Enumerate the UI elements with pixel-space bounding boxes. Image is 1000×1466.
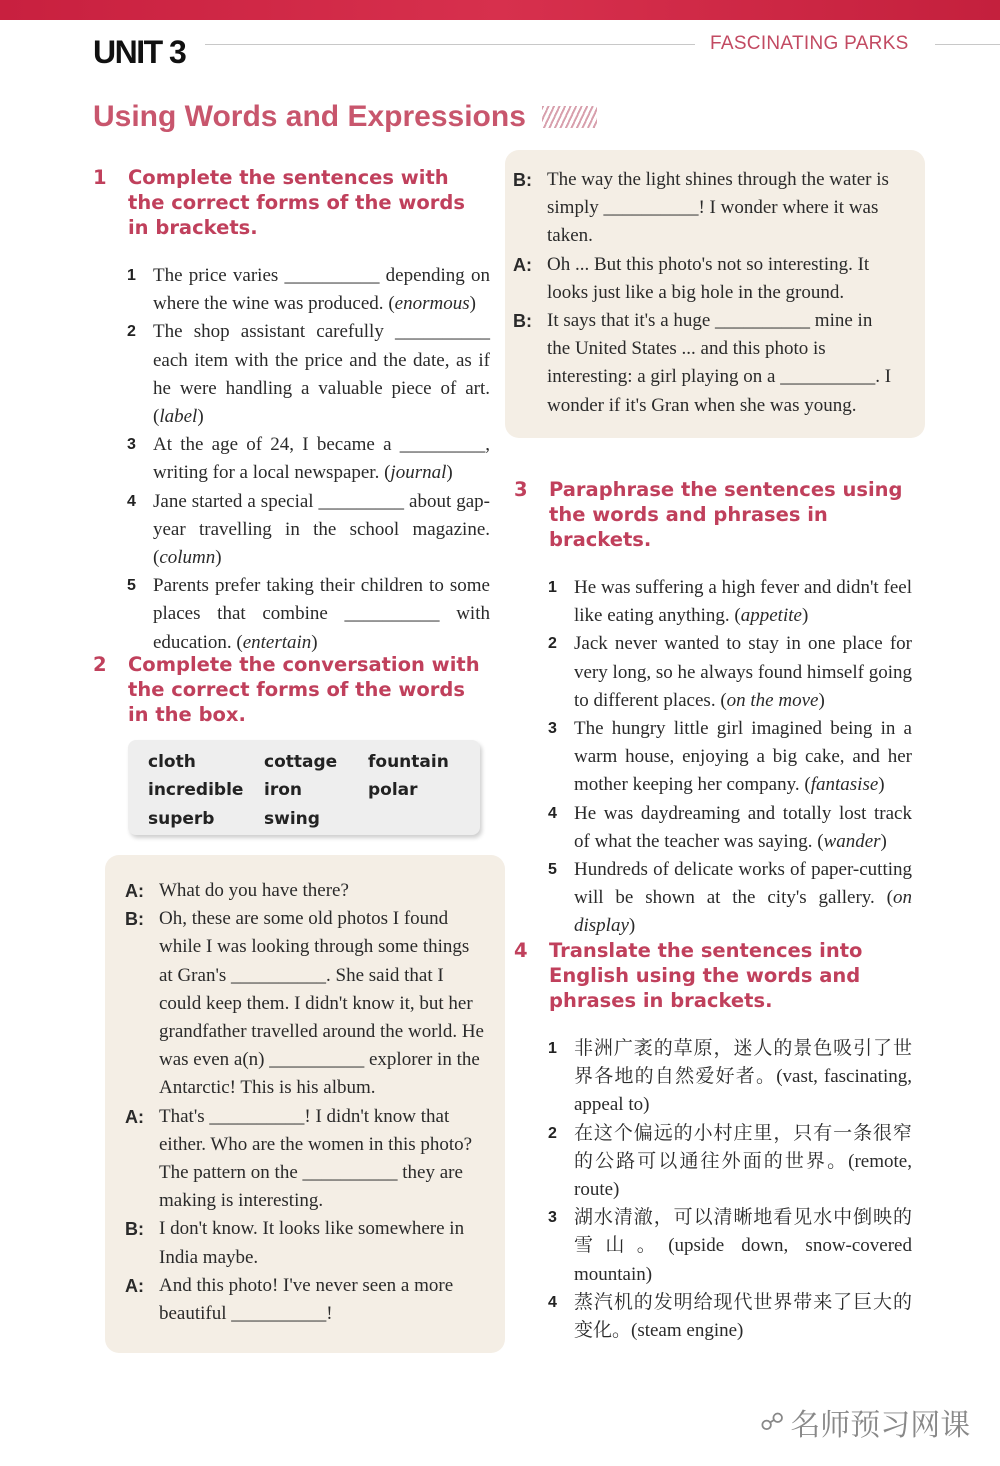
exercise-number: 3 — [514, 478, 528, 501]
exercise-item — [548, 715, 912, 800]
dialogue-text: The way the light shines through the water is simply __________! I wonder where it was taken. — [547, 169, 889, 247]
dialogue-line — [125, 905, 485, 1102]
exercise-3 — [514, 477, 912, 941]
item-number: 2 — [548, 1124, 557, 1142]
exercise-heading: Complete the conversation with the correct forms of the words in the box. — [128, 653, 480, 726]
item-sentence: 蒸汽机的发明给现代世界带来了巨大的变化。(steam engine) — [574, 1291, 912, 1342]
item-number: 5 — [548, 861, 557, 879]
item-number: 1 — [127, 267, 136, 284]
exercise-number: 1 — [93, 166, 107, 189]
item-number: 4 — [127, 492, 136, 510]
dialogue-text: Oh, these are some old photos I found while I was looking through some things at Gran's __________. She said that I could keep them. I didn't know it, but her grandfather travelled around the world. He was even a(n) __________ explorer in the Antarctic! This is his album. — [159, 908, 484, 1099]
box-word: incredible — [148, 780, 244, 801]
speaker-label: A: — [125, 1106, 144, 1127]
dialogue-text: And this photo! I've never seen a more beautiful __________! — [159, 1274, 454, 1325]
speaker-label: B: — [125, 1219, 144, 1240]
item-sentence: The hungry little girl imagined being in a warm house, enjoying a big cake, and her mother keeping her company. — [574, 718, 912, 796]
item-text: He was daydreaming and totally lost track of what the teacher was saying. (wander) — [574, 802, 912, 852]
item-text: He was suffering a high fever and didn't feel like eating anything. (appetite) — [574, 577, 912, 627]
exercise-heading: Complete the sentences with the correct forms of the words in brackets. — [128, 166, 465, 239]
item-number: 1 — [548, 579, 557, 596]
exercise-item — [548, 1035, 912, 1120]
exercise-item — [127, 318, 490, 431]
header-rule — [935, 44, 1000, 45]
dialogue-line — [125, 1103, 485, 1216]
item-sentence: Jane started a special _________ about gap-year travelling in the school magazine. — [153, 490, 490, 540]
item-sentence: Parents prefer taking their children to some places that combine __________ with education. — [153, 575, 490, 653]
exercise-item — [548, 1289, 912, 1345]
item-hint: appetite — [740, 605, 802, 627]
item-hint: on the move — [726, 689, 819, 711]
item-text: Jack never wanted to stay in one place for very long, so he always found himself going to different places. (on the move) — [574, 633, 912, 711]
exercise-item — [548, 574, 912, 630]
exercise-heading: Paraphrase the sentences using the words and phrases in brackets. — [549, 478, 903, 551]
item-number: 2 — [127, 323, 136, 341]
item-hint: column — [159, 547, 216, 569]
item-text: The hungry little girl imagined being in a warm house, enjoying a big cake, and her mother keeping her company. (fantasise) — [574, 718, 912, 796]
item-number: 5 — [127, 577, 136, 595]
speaker-label: A: — [125, 1275, 144, 1296]
item-text — [574, 1204, 912, 1289]
dialogue-box-continued — [505, 150, 925, 438]
dialogue-line — [125, 1272, 485, 1328]
item-number: 3 — [548, 720, 557, 738]
item-sentence: 湖水清澈，可以清晰地看见水中倒映的雪山。(upside down, snow-covered mountain) — [574, 1207, 912, 1285]
item-text: At the age of 24, I became a _________, writing for a local newspaper. (journal) — [153, 434, 490, 484]
exercise-item — [548, 1204, 912, 1289]
exercise-item — [548, 1120, 912, 1205]
item-sentence: He was daydreaming and totally lost track of what the teacher was saying. — [574, 802, 912, 852]
item-text — [574, 1035, 912, 1120]
item-number: 3 — [127, 436, 136, 454]
dialogue-text: It says that it's a huge __________ mine in the United States ... and this photo is interesting: a girl playing on a __________. I wonder if it's Gran when she was young. — [547, 310, 892, 416]
dialogue-text: That's __________! I didn't know that either. Who are the women in this photo? The pattern on the __________ they are making is interesting. — [159, 1105, 473, 1212]
item-hint: journal — [390, 462, 447, 484]
exercise-4 — [514, 938, 912, 1345]
item-text: The shop assistant carefully __________ each item with the price and the date, as if he were handling a valuable piece of art. (label) — [153, 321, 490, 428]
dialogue-line — [513, 166, 895, 251]
speaker-label: A: — [513, 254, 532, 275]
item-sentence: 在这个偏远的小村庄里，只有一条很窄的公路可以通往外面的世界。(remote, route) — [574, 1122, 912, 1201]
dialogue-line — [513, 307, 895, 420]
dialogue-text: I don't know. It looks like somewhere in India maybe. — [159, 1218, 465, 1268]
item-number: 4 — [548, 1293, 557, 1311]
item-hint: on display — [574, 887, 913, 937]
decorative-hatch — [542, 106, 597, 128]
exercise-number: 2 — [93, 653, 107, 676]
watermark-text: 名师预习网课 — [790, 1408, 971, 1443]
dialogue-text: What do you have there? — [159, 880, 349, 901]
box-word: iron — [264, 780, 302, 801]
dialogue-text: Oh ... But this photo's not so interesting. It looks just like a big hole in the ground. — [547, 253, 870, 303]
exercise-2 — [93, 652, 490, 727]
item-text — [574, 1120, 912, 1205]
speaker-label: B: — [513, 170, 532, 190]
speaker-label: B: — [513, 311, 532, 332]
speaker-label: A: — [125, 881, 144, 901]
exercise-item — [548, 856, 912, 941]
item-number: 2 — [548, 635, 557, 653]
word-box — [128, 740, 480, 835]
item-text — [574, 1289, 912, 1345]
item-text: The price varies __________ depending on where the wine was produced. (enormous) — [153, 265, 490, 315]
item-sentence: He was suffering a high fever and didn't feel like eating anything. — [574, 577, 912, 627]
watermark — [760, 1400, 970, 1444]
item-hint: wander — [823, 830, 881, 852]
item-sentence: The price varies __________ depending on where the wine was produced. — [153, 265, 490, 315]
item-number: 1 — [548, 1040, 557, 1057]
box-word: swing — [264, 808, 320, 829]
exercise-item — [127, 488, 490, 573]
dialogue-box — [105, 855, 505, 1353]
box-word: polar — [368, 780, 418, 801]
top-color-band — [0, 0, 1000, 20]
item-text: Jane started a special _________ about gap-year travelling in the school magazine. (column) — [153, 490, 490, 569]
item-sentence: Jack never wanted to stay in one place for very long, so he always found himself going to different places. — [574, 633, 912, 711]
topic-label: FASCINATING PARKS — [710, 33, 909, 54]
item-number: 3 — [548, 1209, 557, 1227]
dialogue-line — [513, 251, 895, 307]
item-sentence: At the age of 24, I became a _________, writing for a local newspaper. — [153, 434, 490, 484]
item-number: 4 — [548, 804, 557, 822]
wechat-icon: ☍ — [760, 1408, 785, 1436]
item-sentence: Hundreds of delicate works of paper-cutting will be shown at the city's gallery. — [574, 859, 912, 909]
title-row — [93, 100, 597, 134]
exercise-number: 4 — [514, 939, 528, 962]
item-text: Parents prefer taking their children to some places that combine __________ with education. (entertain) — [153, 575, 490, 653]
exercise-item — [127, 431, 490, 487]
exercise-item — [127, 572, 490, 657]
box-word: fountain — [368, 752, 449, 772]
unit-label: UNIT 3 — [93, 34, 186, 70]
header-rule — [205, 44, 695, 45]
box-word: cottage — [264, 752, 338, 772]
section-title: Using Words and Expressions — [93, 100, 526, 133]
dialogue-line — [125, 1215, 485, 1271]
box-word: superb — [148, 808, 215, 829]
box-word: cloth — [148, 752, 196, 772]
item-hint: enormous — [394, 293, 470, 315]
item-text: Hundreds of delicate works of paper-cutting will be shown at the city's gallery. (on display) — [574, 859, 913, 937]
item-hint: label — [159, 406, 198, 428]
item-hint: fantasise — [810, 774, 879, 796]
exercise-item — [548, 800, 912, 856]
exercise-1 — [93, 165, 490, 657]
item-sentence: The shop assistant carefully __________ each item with the price and the date, as if he were handling a valuable piece of art. — [153, 321, 490, 399]
item-sentence: 非洲广袤的草原，迷人的景色吸引了世界各地的自然爱好者。(vast, fascinating, appeal to) — [574, 1038, 912, 1116]
dialogue-line — [125, 877, 485, 905]
exercise-item — [548, 630, 912, 715]
exercise-heading: Translate the sentences into English using the words and phrases in brackets. — [549, 939, 863, 1012]
speaker-label: B: — [125, 909, 144, 930]
exercise-item — [127, 262, 490, 318]
item-hint: entertain — [242, 631, 312, 653]
